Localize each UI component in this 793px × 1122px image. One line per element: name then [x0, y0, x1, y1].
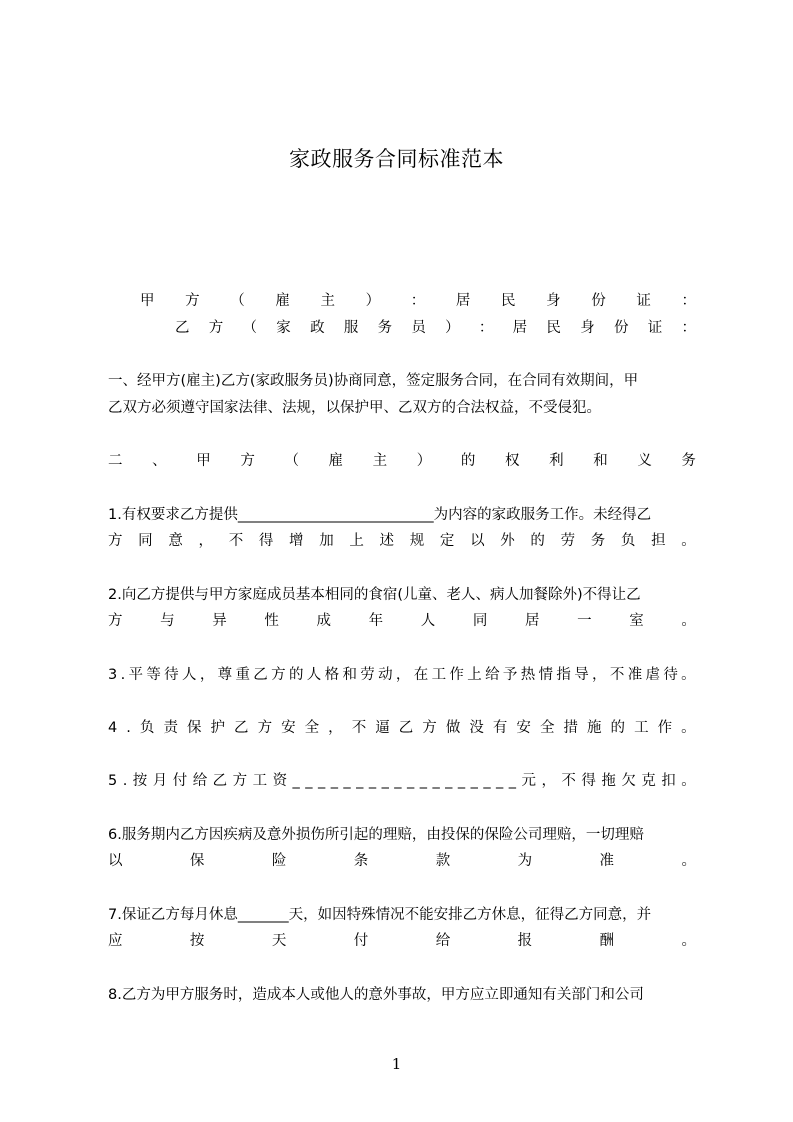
- char: 二: [108, 453, 123, 469]
- char: 待: [164, 667, 179, 683]
- char: _: [483, 773, 491, 789]
- char: _: [317, 773, 326, 789]
- char: 方: [208, 320, 224, 336]
- char: 热: [520, 667, 536, 683]
- char: 护: [210, 720, 225, 736]
- item-8-line-1: 8.乙方为甲方服务时，造成本人或他人的意外事故，甲方应立即通知有关部门和公司: [108, 987, 644, 1003]
- char: .: [120, 667, 126, 683]
- char: 证: [636, 293, 651, 309]
- char: 3: [108, 667, 118, 683]
- char: 重: [235, 667, 250, 683]
- char: 工: [252, 773, 268, 789]
- char: 甲: [196, 453, 211, 469]
- char: 平: [128, 667, 143, 683]
- char: 格: [324, 667, 340, 683]
- char: 动: [378, 667, 393, 683]
- char: 室: [629, 613, 644, 629]
- char: 异: [212, 613, 227, 629]
- char: （: [242, 320, 258, 336]
- char: 方: [271, 667, 286, 683]
- char: 虐: [645, 667, 661, 683]
- item-6-line-1: 6.服务期内乙方因疾病及意外损伤所引起的理赔，由投保的保险公司理赔，一切理赔: [108, 827, 644, 843]
- char: 上: [467, 667, 482, 683]
- char: ）: [365, 293, 381, 309]
- char: 身: [546, 293, 561, 309]
- char: ：: [681, 293, 696, 309]
- char: 乙: [175, 320, 190, 336]
- party-b-line: [175, 317, 696, 339]
- char: 不: [609, 667, 625, 683]
- char: _: [330, 773, 338, 789]
- section-1-line-2: 乙双方必须遵守国家法律、法规，以保护甲、乙双方的合法权益，不受侵犯。: [108, 400, 601, 416]
- char: 劳: [360, 667, 375, 683]
- char: 和: [342, 667, 357, 683]
- char: 务: [377, 320, 393, 336]
- document-title: 家政服务合同标准范本: [289, 147, 504, 171]
- char: 报: [517, 933, 533, 949]
- char: 权: [504, 453, 520, 469]
- char: ，: [592, 667, 607, 683]
- char: 劳: [560, 533, 576, 549]
- char: 得: [258, 533, 274, 549]
- char: 以: [108, 853, 123, 869]
- char: 作: [449, 667, 464, 683]
- char: 逼: [375, 720, 390, 736]
- char: _: [292, 773, 300, 789]
- char: 给: [192, 773, 208, 789]
- char: 准: [627, 667, 643, 683]
- char: 乙: [234, 720, 249, 736]
- char: 以: [470, 533, 485, 549]
- char: 的: [460, 453, 476, 469]
- char: 雇: [275, 293, 290, 309]
- char: 外: [500, 533, 515, 549]
- char: .: [122, 773, 128, 789]
- char: 方: [422, 720, 437, 736]
- char: 成: [316, 613, 331, 629]
- char: _: [419, 773, 427, 789]
- char: 保: [189, 853, 205, 869]
- char: 险: [271, 853, 287, 869]
- char: 方: [108, 613, 123, 629]
- item-2-line-1: 2.向乙方提供与甲方家庭成员基本相同的食宿(儿童、老人、病人加餐除外)不得让乙: [108, 587, 641, 603]
- char: 居: [512, 320, 528, 336]
- char: 应: [108, 933, 123, 949]
- char: 安: [281, 720, 296, 736]
- char: 人: [420, 613, 436, 629]
- char: 待: [663, 667, 678, 683]
- char: ）: [416, 453, 432, 469]
- char: ：: [681, 320, 696, 336]
- char: 。: [681, 933, 696, 949]
- char: 工: [634, 720, 649, 736]
- char: 予: [502, 667, 518, 683]
- char: 等: [146, 667, 161, 683]
- char: _: [432, 773, 440, 789]
- char: 不: [561, 773, 576, 789]
- char: 指: [556, 667, 571, 683]
- char: 。: [681, 667, 696, 683]
- char: 拖: [601, 773, 616, 789]
- char: 。: [681, 773, 696, 789]
- char: 安: [516, 720, 531, 736]
- item-6-line-2: [108, 850, 696, 872]
- char: 主: [372, 453, 388, 469]
- char: _: [343, 773, 351, 789]
- char: 克: [641, 773, 656, 789]
- char: _: [508, 773, 516, 789]
- char: 担: [651, 533, 666, 549]
- char: ，: [395, 667, 411, 683]
- char: 务: [590, 533, 606, 549]
- char: 民: [546, 320, 561, 336]
- char: 施: [587, 720, 602, 736]
- char: 5: [108, 773, 118, 789]
- char: 乙: [398, 720, 414, 736]
- char: 居: [525, 613, 540, 629]
- char: 按: [132, 773, 148, 789]
- char: 。: [681, 533, 696, 549]
- char: 为: [517, 853, 533, 869]
- char: 乙: [212, 773, 228, 789]
- char: _: [368, 773, 377, 789]
- char: 责: [163, 720, 178, 736]
- char: 身: [580, 320, 595, 336]
- char: 在: [413, 667, 429, 683]
- char: _: [381, 773, 389, 789]
- char: 上: [349, 533, 364, 549]
- char: 加: [319, 533, 334, 549]
- char: 作: [657, 720, 673, 736]
- page-number: 1: [391, 1055, 402, 1073]
- char: 定: [439, 533, 455, 549]
- char: 人: [306, 667, 322, 683]
- char: 天: [271, 933, 287, 949]
- char: _: [496, 773, 504, 789]
- char: 的: [530, 533, 545, 549]
- char: 尊: [217, 667, 233, 683]
- char: 份: [613, 320, 629, 336]
- section-2-heading: [108, 450, 696, 472]
- char: 月: [152, 773, 168, 789]
- char: ，: [199, 667, 215, 683]
- char: 的: [288, 667, 304, 683]
- char: 雇: [328, 453, 344, 469]
- char: 准: [599, 853, 615, 869]
- char: 义: [637, 453, 652, 469]
- char: 述: [379, 533, 395, 549]
- char: 居: [455, 293, 471, 309]
- char: 证: [647, 320, 663, 336]
- char: 款: [435, 853, 451, 869]
- char: 给: [485, 667, 500, 683]
- char: 乙: [253, 667, 268, 683]
- char: （: [284, 453, 299, 469]
- char: 保: [186, 720, 202, 736]
- char: 与: [160, 613, 175, 629]
- char: 负: [139, 720, 155, 736]
- char: 政: [310, 320, 325, 336]
- char: 不: [351, 720, 367, 736]
- char: 务: [681, 453, 696, 469]
- char: ：: [478, 320, 494, 336]
- char: _: [356, 773, 364, 789]
- char: _: [305, 773, 313, 789]
- item-4: [108, 717, 696, 739]
- char: 同: [472, 613, 488, 629]
- char: 4: [108, 720, 118, 736]
- char: 按: [189, 933, 205, 949]
- char: 和: [593, 453, 608, 469]
- char: 得: [581, 773, 596, 789]
- char: _: [457, 773, 466, 789]
- char: 规: [409, 533, 425, 549]
- char: 方: [257, 720, 273, 736]
- char: _: [445, 773, 453, 789]
- char: 酬: [599, 933, 615, 949]
- char: 全: [304, 720, 320, 736]
- char: 的: [610, 720, 626, 736]
- char: 条: [353, 853, 369, 869]
- char: 方: [232, 773, 248, 789]
- section-1-line-1: 一、经甲方(雇主)乙方(家政服务员)协商同意，签定服务合同，在合同有效期间，甲: [108, 373, 639, 389]
- char: 同: [138, 533, 153, 549]
- item-5: [108, 770, 696, 792]
- char: 年: [368, 613, 384, 629]
- char: 没: [469, 720, 484, 736]
- char: _: [394, 773, 402, 789]
- char: 服: [343, 320, 359, 336]
- char: 全: [539, 720, 555, 736]
- char: ，: [328, 720, 343, 736]
- char: 方: [240, 453, 255, 469]
- char: 不: [228, 533, 244, 549]
- item-7-line-1: 7.保证乙方每月休息_______天，如因特殊情况不能安排乙方休息，征得乙方同意，并: [108, 907, 652, 923]
- item-7-line-2: [108, 930, 696, 952]
- char: 。: [681, 720, 696, 736]
- char: 员: [411, 320, 426, 336]
- char: _: [407, 773, 415, 789]
- char: 意: [168, 533, 183, 549]
- item-3: [108, 664, 696, 686]
- party-a-line: [140, 290, 696, 312]
- char: 方: [108, 533, 123, 549]
- char: 方: [185, 293, 200, 309]
- char: 甲: [140, 293, 155, 309]
- char: ，: [198, 533, 214, 549]
- char: 付: [172, 773, 188, 789]
- char: 做: [445, 720, 461, 736]
- char: 一: [577, 613, 592, 629]
- char: 主: [320, 293, 335, 309]
- char: ）: [445, 320, 460, 336]
- char: 扣: [661, 773, 676, 789]
- item-1-line-1: 1.有权要求乙方提供___________________________为内容的家政服务工作。未经得乙: [108, 507, 652, 523]
- char: .: [126, 720, 131, 736]
- char: 。: [681, 613, 696, 629]
- char: 、: [152, 453, 167, 469]
- char: 导: [574, 667, 589, 683]
- item-1-line-2: [108, 530, 696, 552]
- item-2-line-2: [108, 610, 696, 632]
- char: ：: [410, 293, 426, 309]
- char: 欠: [621, 773, 636, 789]
- char: _: [470, 773, 478, 789]
- char: 增: [289, 533, 304, 549]
- char: 付: [353, 933, 369, 949]
- char: 民: [501, 293, 516, 309]
- char: 利: [549, 453, 564, 469]
- char: 有: [492, 720, 508, 736]
- char: 家: [276, 320, 291, 336]
- char: 负: [620, 533, 636, 549]
- char: 措: [563, 720, 578, 736]
- char: 人: [181, 667, 197, 683]
- char: 元: [521, 773, 536, 789]
- char: ，: [541, 773, 556, 789]
- char: 给: [435, 933, 451, 949]
- char: 情: [538, 667, 554, 683]
- char: 工: [431, 667, 447, 683]
- char: 资: [272, 773, 288, 789]
- char: 份: [591, 293, 606, 309]
- char: 。: [681, 853, 696, 869]
- char: （: [230, 293, 245, 309]
- char: 性: [264, 613, 279, 629]
